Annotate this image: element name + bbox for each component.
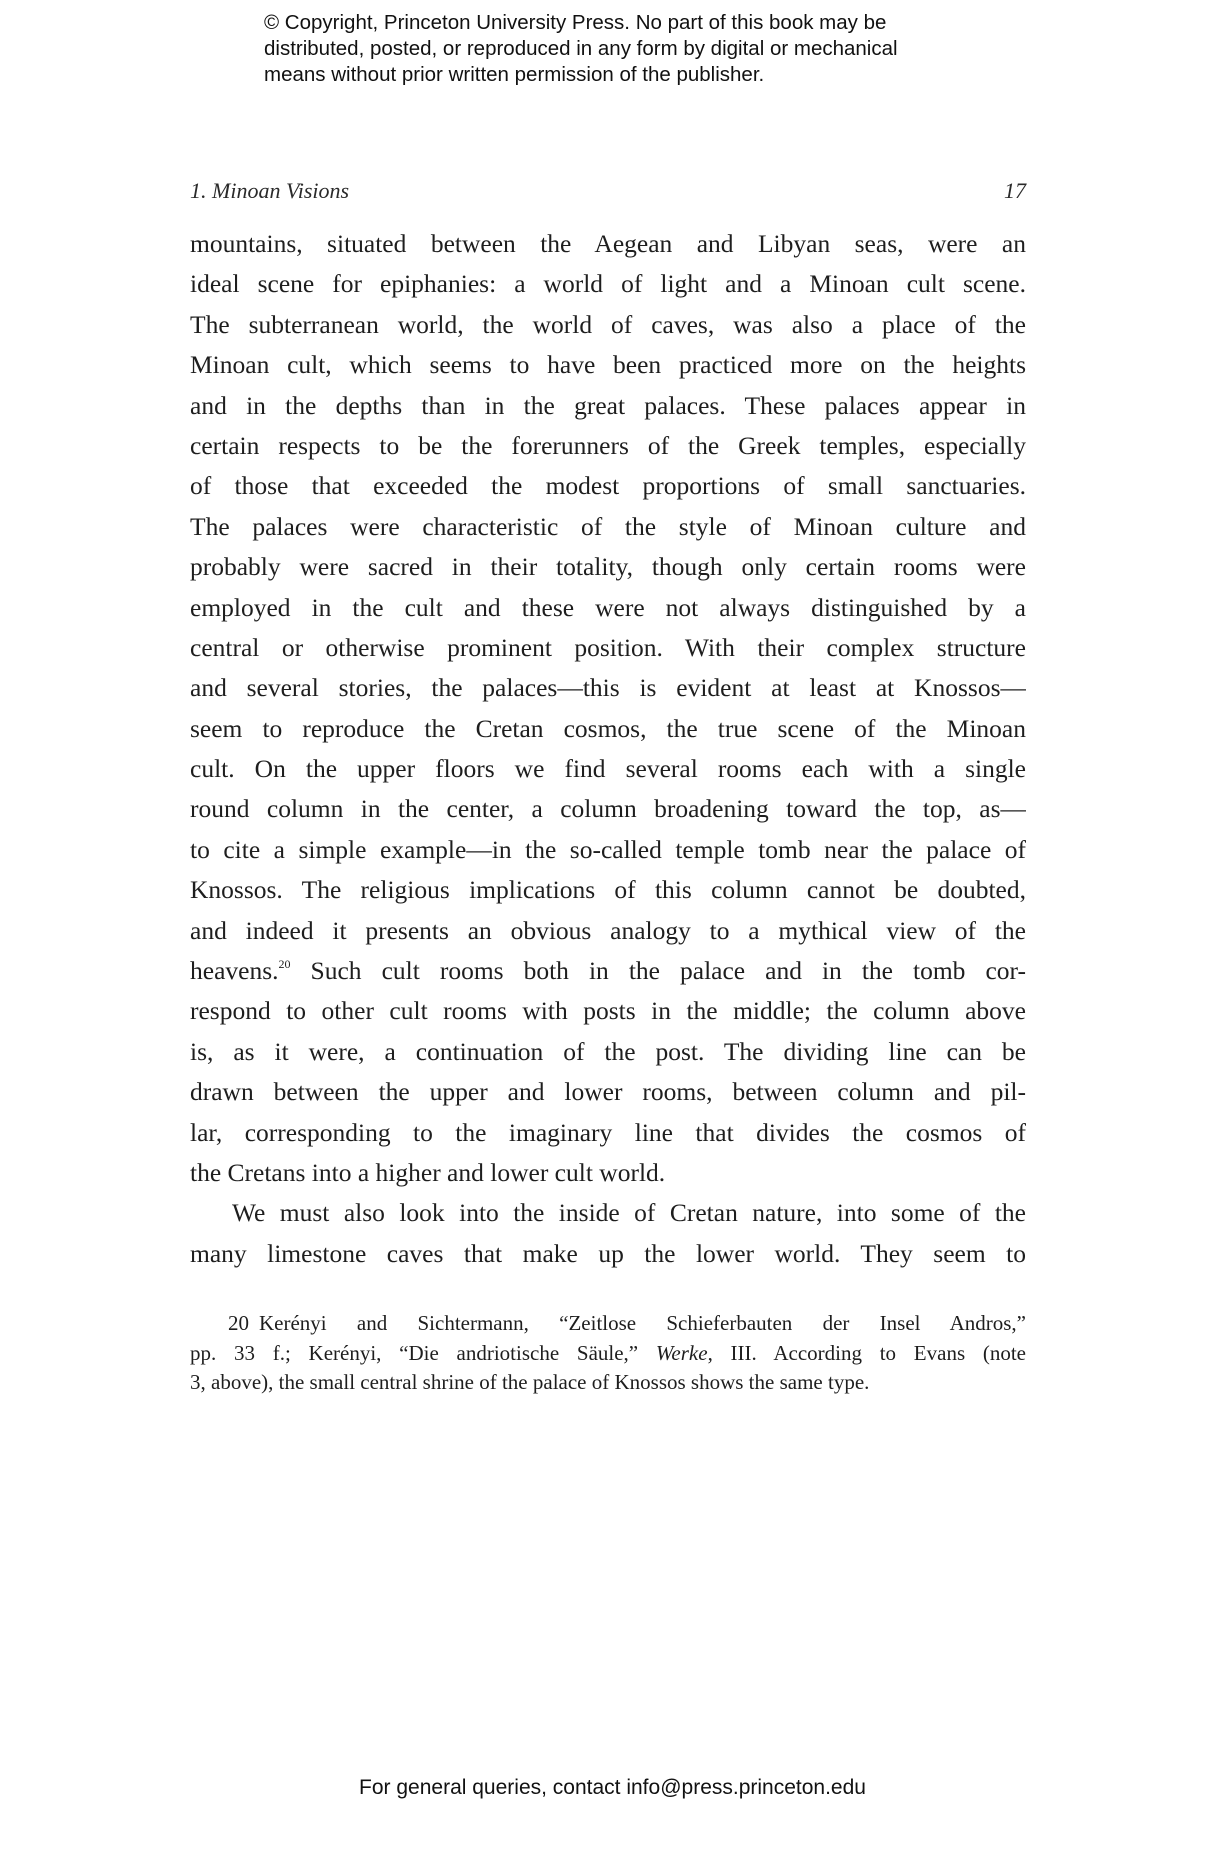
footnote-line-text: Kerényi and Sichtermann, “Zeitlose Schieferbauten der Insel Andros,” [259, 1311, 1026, 1335]
body-line-end: Such cult rooms both in the palace and in the tomb cor- [290, 956, 1026, 986]
body-line: to cite a simple example—in the so-called temple tomb near the palace of [190, 834, 1026, 864]
body-line: and several stories, the palaces—this is evident at least at Knossos— [190, 673, 1026, 703]
page-number: 17 [1004, 178, 1026, 203]
italic-title: Werke [655, 1340, 708, 1365]
body-line: and in the depths than in the great palaces. These palaces appear in [190, 390, 1026, 420]
body-line: central or otherwise prominent position. With their complex structure [190, 632, 1026, 662]
footer-contact: For general queries, contact info@press.princeton.edu [359, 1776, 866, 1799]
body-line: of those that exceeded the modest proportions of small sanctuaries. [190, 471, 1026, 501]
body-line: drawn between the upper and lower rooms, between column and pil- [190, 1077, 1026, 1107]
body-line: Minoan cult, which seems to have been practiced more on the heights [190, 350, 1026, 380]
body-line: Knossos. The religious implications of this column cannot be doubted, [190, 875, 1026, 905]
body-line: ideal scene for epiphanies: a world of light and a Minoan cult scene. [190, 269, 1026, 299]
chapter-title: 1. Minoan Visions [190, 178, 350, 203]
body-line: many limestone caves that make up the lower world. They seem to [190, 1238, 1026, 1268]
footnote-line-text: pp. 33 f.; Kerényi, “Die andriotische Säule,” Werke, III. According to Evans (note [190, 1340, 1026, 1365]
body-line: seem to reproduce the Cretan cosmos, the true scene of the Minoan [190, 713, 1026, 743]
footnote-line [190, 1309, 1026, 1339]
body-line: certain respects to be the forerunners of the Greek temples, especially [190, 430, 1026, 460]
body-line: cult. On the upper floors we find several rooms each with a single [190, 754, 1026, 784]
body-line: The palaces were characteristic of the style of Minoan culture and [190, 511, 1026, 541]
footnote-number: 20 [228, 1311, 249, 1335]
footnote-line [190, 1339, 1026, 1369]
copyright-notice [264, 10, 1024, 88]
copyright-line: © Copyright, Princeton University Press. No part of this book may be [264, 11, 887, 34]
footnote-reference: 20 [278, 957, 291, 972]
body-line: mountains, situated between the Aegean and Libyan seas, were an [190, 229, 1026, 258]
body-text [190, 224, 1026, 1274]
footnote-line-text: 3, above), the small central shrine of the palace of Knossos shows the same type. [190, 1370, 870, 1394]
body-line: is, as it were, a continuation of the post. The dividing line can be [190, 1036, 1026, 1066]
footnote-line [190, 1368, 1026, 1398]
body-line: respond to other cult rooms with posts in the middle; the column above [190, 996, 1026, 1026]
body-line: the Cretans into a higher and lower cult world. [190, 1157, 666, 1187]
body-line: probably were sacred in their totality, though only certain rooms were [190, 552, 1026, 582]
footnote [190, 1309, 1026, 1398]
copyright-line: means without prior written permission of the publisher. [264, 63, 765, 86]
body-line: We must also look into the inside of Cretan nature, into some of the [232, 1198, 1026, 1228]
copyright-line: distributed, posted, or reproduced in any form by digital or mechanical [264, 37, 898, 60]
body-line: The subterranean world, the world of caves, was also a place of the [190, 309, 1026, 339]
body-line: employed in the cult and these were not always distinguished by a [190, 592, 1026, 622]
body-line: and indeed it presents an obvious analogy to a mythical view of the [190, 915, 1026, 945]
body-line-with-footnote [190, 951, 1026, 991]
body-line: lar, corresponding to the imaginary line that divides the cosmos of [190, 1117, 1026, 1147]
body-line: round column in the center, a column broadening toward the top, as— [190, 794, 1026, 824]
body-line-start: heavens. [190, 956, 279, 986]
